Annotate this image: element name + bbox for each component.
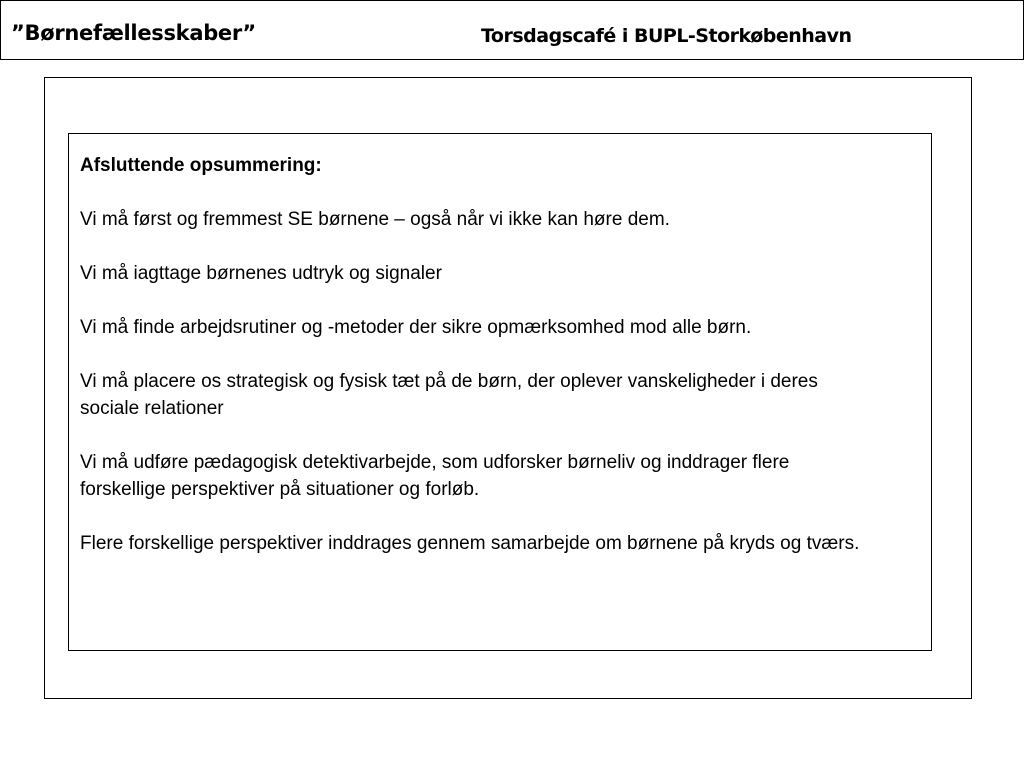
summary-heading: Afsluttende opsummering: — [80, 155, 322, 176]
summary-point: Flere forskellige perspektiver inddrages gennem samarbejde om børnene på kryds og tværs. — [80, 533, 860, 554]
summary-point: Vi må iagttage børnenes udtryk og signaler — [80, 263, 442, 284]
header-bar — [0, 0, 1024, 60]
summary-point: Vi må først og fremmest SE børnene – også når vi ikke kan høre dem. — [80, 209, 670, 230]
summary-box — [68, 133, 932, 651]
page-title: ”Børnefællesskaber” — [11, 21, 256, 45]
summary-point: Vi må udføre pædagogisk detektivarbejde, som udforsker børneliv og inddrager flere forskellige perspektiver på situationer og forløb. — [80, 452, 790, 500]
summary-point: Vi må finde arbejdsrutiner og -metoder der sikre opmærksomhed mod alle børn. — [80, 317, 752, 338]
summary-point: Vi må placere os strategisk og fysisk tæt på de børn, der oplever vanskeligheder i deres sociale relationer — [80, 371, 818, 419]
summary-content — [80, 152, 880, 584]
page-subtitle: Torsdagscafé i BUPL-Storkøbenhavn — [481, 25, 852, 47]
